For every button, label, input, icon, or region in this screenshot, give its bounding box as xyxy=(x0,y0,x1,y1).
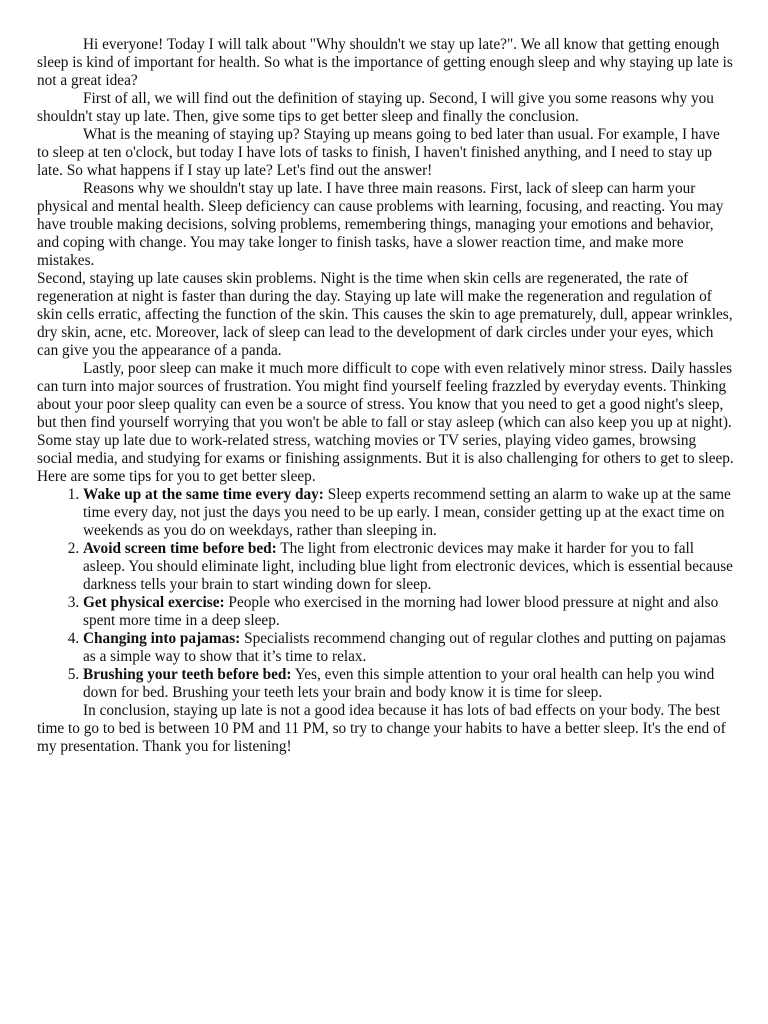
reason-skin-paragraph: Second, staying up late causes skin problems. Night is the time when skin cells are regenerated, the rate of regeneration at night is faster than during the day. Staying up late will make the regeneration and regulation of skin cells erratic, affecting the function of the skin. This causes the skin to age prematurely, dull, appear wrinkles, dry skin, acne, etc. Moreover, lack of sleep can lead to the development of dark circles under your eyes, which can give you the appearance of a panda. xyxy=(37,270,733,359)
list-item xyxy=(83,666,734,702)
list-item xyxy=(83,486,734,540)
conclusion-paragraph: In conclusion, staying up late is not a good idea because it has lots of bad effects on your body. The best time to go to bed is between 10 PM and 11 PM, so try to change your habits to have a better sleep. It's the end of my presentation. Thank you for listening! xyxy=(37,702,726,755)
tip-title: Avoid screen time before bed: xyxy=(83,540,277,557)
tips-list xyxy=(37,486,734,702)
reason-health-paragraph: Reasons why we shouldn't stay up late. I have three main reasons. First, lack of sleep can harm your physical and mental health. Sleep deficiency can cause problems with learning, focusing, and reacting. You may have trouble making decisions, solving problems, remembering things, managing your emotions and behavior, and coping with change. You may take longer to finish tasks, have a slower reaction time, and make more mistakes. xyxy=(37,180,724,269)
tip-text: Sleep experts recommend setting an alarm to wake up at the same time every day, not just the days you need to be up early. I mean, consider getting up at the exact time on weekends as you do on weekdays, rather than sleeping in. xyxy=(83,486,731,539)
tip-title: Changing into pajamas: xyxy=(83,630,241,647)
tip-text: People who exercised in the morning had lower blood pressure at night and also spent more time in a deep sleep. xyxy=(83,594,719,629)
tip-text: Specialists recommend changing out of regular clothes and putting on pajamas as a simple way to show that it’s time to relax. xyxy=(83,630,726,665)
tip-title: Get physical exercise: xyxy=(83,594,225,611)
document-body xyxy=(37,36,734,756)
intro-paragraph: Hi everyone! Today I will talk about "Why shouldn't we stay up late?". We all know that getting enough sleep is kind of important for health. So what is the importance of getting enough sleep and why staying up late is not a great idea? xyxy=(37,36,733,89)
tip-title: Wake up at the same time every day: xyxy=(83,486,324,503)
list-item xyxy=(83,540,734,594)
list-item xyxy=(83,630,734,666)
tip-text: Yes, even this simple attention to your oral health can help you wind down for bed. Brushing your teeth lets your brain and body know it is time for sleep. xyxy=(83,666,715,701)
list-item xyxy=(83,594,734,630)
tip-text: The light from electronic devices may make it harder for you to fall asleep. You should eliminate light, including blue light from electronic devices, which is essential because darkness tells your brain to start winding down for sleep. xyxy=(83,540,733,593)
reason-stress-paragraph: Lastly, poor sleep can make it much more difficult to cope with even relatively minor stress. Daily hassles can turn into major sources of frustration. You might find yourself feeling frazzled by everyday events. Thinking about your poor sleep quality can even be a source of stress. You know that you need to get a good night's sleep, but then find yourself worrying that you won't be able to fall or stay asleep (which can also keep you up at night). xyxy=(37,360,733,431)
definition-paragraph: What is the meaning of staying up? Staying up means going to bed later than usual. For example, I have to sleep at ten o'clock, but today I have lots of tasks to finish, I haven't finished anything, and I need to stay up late. So what happens if I stay up late? Let's find out the answer! xyxy=(37,126,720,179)
tips-intro-paragraph: Some stay up late due to work-related stress, watching movies or TV series, playing video games, browsing social media, and studying for exams or finishing assignments. But it is also challenging for others to get to sleep. Here are some tips for you to get better sleep. xyxy=(37,432,734,485)
tip-title: Brushing your teeth before bed: xyxy=(83,666,292,683)
outline-paragraph: First of all, we will find out the definition of staying up. Second, I will give you some reasons why you shouldn't stay up late. Then, give some tips to get better sleep and finally the conclusion. xyxy=(37,90,714,125)
